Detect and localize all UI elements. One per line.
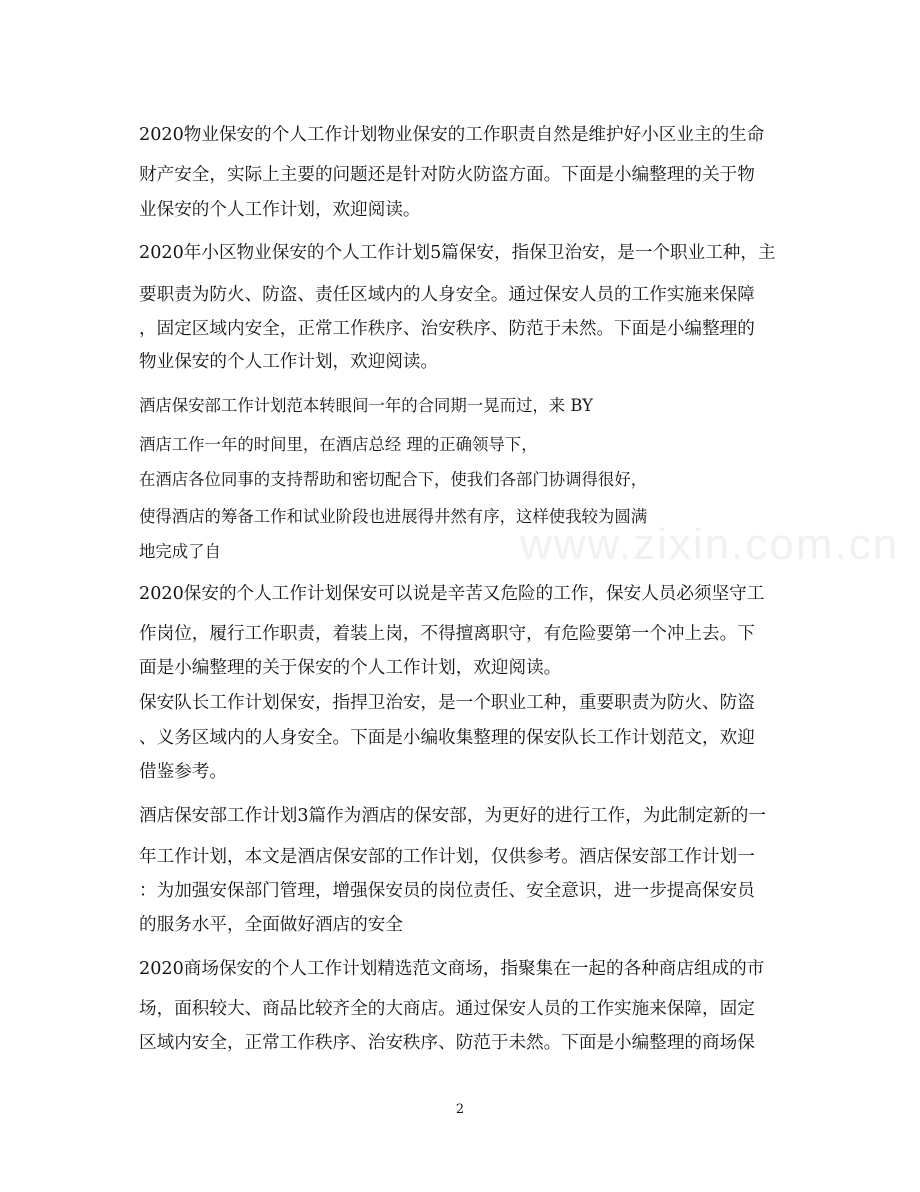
text-line: 借鉴参考。 (139, 762, 227, 782)
text-line: 场，面积较大、商品比较齐全的大商店。通过保安人员的工作实施来保障，固定 (139, 999, 755, 1019)
text-line: 的服务水平，全面做好酒店的安全 (139, 915, 403, 935)
text-line: 2020物业保安的个人工作计划物业保安的工作职责自然是维护好小区业主的生命 (139, 125, 765, 145)
page-number: 2 (455, 1102, 465, 1117)
text-line: 酒店保安部工作计划3篇作为酒店的保安部，为更好的进行工作，为此制定新的一 (139, 806, 766, 826)
text-line: 2020年小区物业保安的个人工作计划5篇保安，指保卫治安，是一个职业工种，主 (139, 243, 776, 263)
text-line: 要职责为防火、防盗、责任区域内的人身安全。通过保安人员的工作实施来保障 (139, 285, 755, 305)
text-line: 保安队长工作计划保安，指捍卫治安，是一个职业工种，重要职责为防火、防盗 (139, 693, 755, 713)
text-line: 在酒店各位同事的支持帮助和密切配合下，使我们各部门协调得很好， (139, 470, 648, 489)
text-line: 面是小编整理的关于保安的个人工作计划，欢迎阅读。 (139, 658, 562, 678)
text-line: 物业保安的个人工作计划，欢迎阅读。 (139, 352, 439, 372)
text-line: 酒店工作一年的时间里，在酒店总经 理的正确领导下， (139, 435, 538, 454)
text-line: 酒店保安部工作计划范本转眼间一年的合同期一晃而过，来 BY (139, 396, 593, 415)
watermark: www.zixin.com.cn (520, 520, 900, 569)
text-line: 业保安的个人工作计划，欢迎阅读。 (139, 200, 421, 220)
text-line: 2020商场保安的个人工作计划精选范文商场，指聚集在一起的各种商店组成的市 (139, 959, 765, 979)
text-line: ，固定区域内安全，正常工作秩序、治安秩序、防范于未然。下面是小编整理的 (139, 319, 755, 339)
text-line: 2020保安的个人工作计划保安可以说是辛苦又危险的工作，保安人员必须坚守工 (139, 584, 765, 604)
text-line: 、义务区域内的人身安全。下面是小编收集整理的保安队长工作计划范文，欢迎 (139, 728, 755, 748)
text-line: 使得酒店的筹备工作和试业阶段也进展得井然有序，这样使我较为圆满 (139, 507, 648, 526)
text-line: 地完成了自 (139, 542, 221, 561)
text-line: 财产安全，实际上主要的问题还是针对防火防盗方面。下面是小编整理的关于物 (139, 165, 755, 185)
text-line: 年工作计划，本文是酒店保安部的工作计划，仅供参考。酒店保安部工作计划一 (139, 847, 755, 867)
text-line: 作岗位，履行工作职责，着装上岗，不得擅离职守，有危险要第一个冲上去。下 (139, 624, 755, 644)
text-line: ：为加强安保部门管理，增强保安员的岗位责任、安全意识，进一步提高保安员 (139, 881, 755, 901)
text-line: 区域内安全，正常工作秩序、治安秩序、防范于未然。下面是小编整理的商场保 (139, 1033, 755, 1053)
